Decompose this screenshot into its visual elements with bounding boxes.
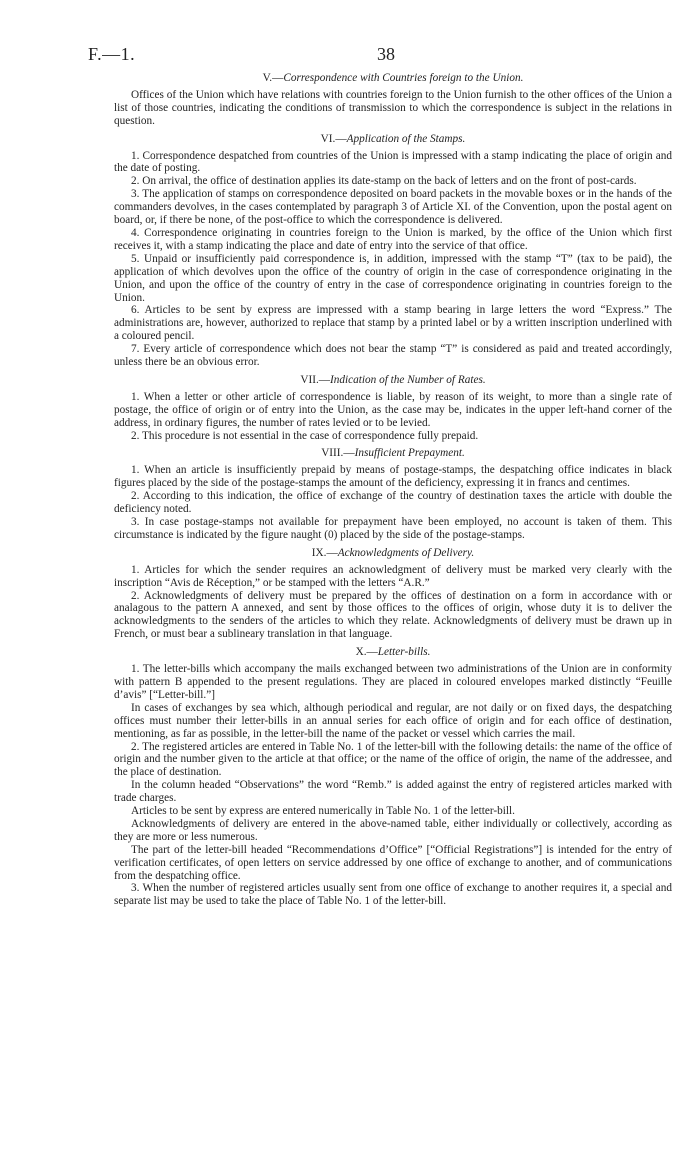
section-number: VI.— xyxy=(320,132,347,145)
section-number: VII.— xyxy=(300,373,331,386)
section-heading xyxy=(114,72,672,85)
paragraph: 2. According to this indication, the office of exchange of the country of destination taxes the article with double the deficiency noted. xyxy=(114,490,672,516)
paragraph: 3. The application of stamps on correspondence deposited on board packets in the movable boxes or in the hands of the commanders devolves, in the cases contemplated by paragraph 3 of Article XI. of the Convention, upon the postal agent on board, or, if there be none, of the post-office to which the correspondence is delivered. xyxy=(114,188,672,227)
section-heading xyxy=(114,374,672,387)
paragraph: 6. Articles to be sent by express are impressed with a stamp bearing in large letters the word “Express.” The administrations are, however, authorized to replace that stamp by a printed label or by a written inscription underlined with a coloured pencil. xyxy=(114,304,672,343)
paragraph: In cases of exchanges by sea which, although periodical and regular, are not daily or on fixed days, the despatching offices must number their letter-bills in an annual series for each office of origin and for each office of destination, mentioning, as far as possible, in the letter-bill the name of the packet or vessel which carries the mail. xyxy=(114,701,672,740)
section-number: VIII.— xyxy=(321,447,355,460)
section-heading xyxy=(114,646,672,659)
section-number: X.— xyxy=(355,646,378,659)
section-heading xyxy=(114,547,672,560)
paragraph: 1. Articles for which the sender requires an acknowledgment of delivery must be marked very clearly with the inscription “Avis de Réception,” or be stamped with the letters “A.R.” xyxy=(114,563,672,589)
section-name: Acknowledgments of Delivery. xyxy=(337,546,475,559)
paragraph: 2. On arrival, the office of destination applies its date-stamp on the back of letters and on the front of post-cards. xyxy=(131,175,637,188)
section-heading xyxy=(114,133,672,146)
section-name: Application of the Stamps. xyxy=(346,132,466,145)
document-body xyxy=(114,72,672,908)
paragraph: 3. When the number of registered articles usually sent from one office of exchange to another requires it, a special and separate list may be used to take the place of Table No. 1 of the letter-bill. xyxy=(114,882,672,908)
paragraph: 4. Correspondence originating in countries foreign to the Union is marked, by the office of the Union which first receives it, with a stamp indicating the place and date of entry into the service of that office. xyxy=(114,226,672,252)
paragraph: In the column headed “Observations” the word “Remb.” is added against the entry of registered articles marked with trade charges. xyxy=(114,779,672,805)
paragraph: 2. The registered articles are entered in Table No. 1 of the letter-bill with the following details: the name of the office of origin and the number given to the article at that office; or the name of the office of origin, the name of the addressee, and the place of destination. xyxy=(114,740,672,779)
paragraph: 3. In case postage-stamps not available for prepayment have been employed, no account is taken of them. This circumstance is indicated by the figure naught (0) placed by the side of the postage-stamps. xyxy=(114,516,672,541)
paragraph: 5. Unpaid or insufficiently paid correspondence is, in addition, impressed with the stamp “T” (tax to be paid), the application of which devolves upon the office of the country of origin in the case of correspondence originating in the Union, and upon the office of the country of entry in the case of correspondence originating in countries foreign to the Union. xyxy=(114,252,672,304)
paragraph: Articles to be sent by express are entered numerically in Table No. 1 of the letter-bill. xyxy=(131,805,515,818)
page-header xyxy=(0,0,700,64)
paragraph: Offices of the Union which have relations with countries foreign to the Union furnish to the other offices of the Union a list of those countries, indicating the conditions of transmission to which the correspondence is subject in the relations in question. xyxy=(114,88,672,127)
paragraph: 7. Every article of correspondence which does not bear the stamp “T” is considered as paid and treated accordingly, unless there be an obvious error. xyxy=(114,343,672,369)
document-id: F.—1. xyxy=(88,44,136,64)
paragraph: 1. Correspondence despatched from countries of the Union is impressed with a stamp indicating the place of origin and the date of posting. xyxy=(114,149,672,175)
paragraph: 2. Acknowledgments of delivery must be prepared by the offices of destination on a form in accordance with or analagous to the pattern A annexed, and sent by those offices to the offices of origin, whose duty it is to deliver the acknowledgments to the senders of the articles to which they relate. Acknowledgments of delivery must be drawn up in French, or must bear a sublineary translation in that language. xyxy=(114,589,672,641)
paragraph: 1. The letter-bills which accompany the mails exchanged between two administrations of the Union are in conformity with pattern B appended to the present regulations. They are placed in coloured envelopes marked distinctly “Feuille d’avis” [“Letter-bill.”] xyxy=(114,663,672,701)
paragraph: 1. When an article is insufficiently prepaid by means of postage-stamps, the despatching office indicates in black figures placed by the side of the postage-stamps the amount of the deficiency, expressing it in francs and centimes. xyxy=(114,464,672,490)
section-name: Letter-bills. xyxy=(377,646,431,659)
section-number: IX.— xyxy=(311,546,338,559)
paragraph: 1. When a letter or other article of correspondence is liable, by reason of its weight, to more than a single rate of postage, the office of origin or of entry into the Union, as the case may be, indicates in the upper left-hand corner of the address, in ordinary figures, the number of rates levied or to be levied. xyxy=(114,390,672,429)
paragraph: Acknowledgments of delivery are entered in the above-named table, either individually or collectively, according as they are more or less numerous. xyxy=(114,817,672,843)
section-name: Indication of the Number of Rates. xyxy=(330,373,486,386)
page-number: 38 xyxy=(377,44,395,64)
section-heading xyxy=(114,447,672,460)
section-name: Insufficient Prepayment. xyxy=(354,447,465,460)
paragraph: 2. This procedure is not essential in the case of correspondence fully prepaid. xyxy=(131,429,479,442)
paragraph: The part of the letter-bill headed “Recommendations d’Office” [“Official Registrations”] is intended for the entry of verification certificates, of open letters on service addressed by one office of exchange to another, and of communications from the despatching office. xyxy=(114,843,672,882)
section-number: V.— xyxy=(262,72,284,84)
section-name: Correspondence with Countries foreign to the Union. xyxy=(283,72,524,84)
